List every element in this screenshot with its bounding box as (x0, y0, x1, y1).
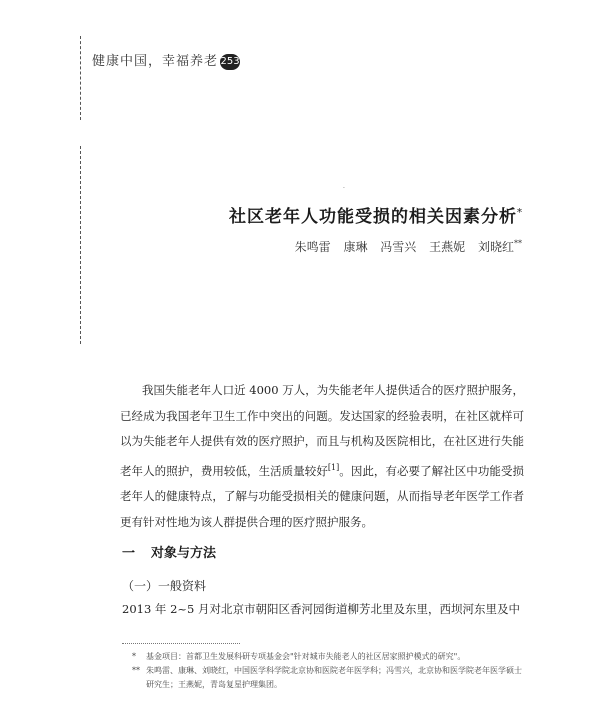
margin-dashed-line-middle (80, 146, 81, 344)
section-title: 对象与方法 (151, 546, 217, 561)
intro-paragraph (120, 378, 524, 535)
author: 康琳 (343, 240, 368, 254)
footnotes (132, 650, 524, 692)
author: 刘晓红 (477, 240, 514, 254)
footnote-text: 朱鸣雷、康琳、刘晓红，中国医学科学院北京协和医院老年医学科；冯雪兴，北京协和医学院老年医学硕士研究生；王燕妮，青岛复星护理集团。 (146, 666, 522, 689)
intro-text-end: 。因此，有必要了解社区中功能受损老年人的健康特点，了解与功能受损相关的健康问题，从而指导老年医学工作者更有针对性地为该人群提供合理的医疗照护服务。 (120, 463, 524, 529)
footnote-mark: * (132, 652, 136, 661)
authors-footnote-mark: ** (514, 239, 522, 248)
section-heading (122, 542, 216, 561)
footnote (132, 650, 524, 664)
author-list (200, 238, 522, 255)
author: 王燕妮 (429, 240, 466, 254)
intro-text: 我国失能老年人口近 4000 万人，为失能老年人提供适合的医疗照护服务，已经成为我国老年卫生工作中突出的问题。发达国家的经验表明，在社区就样可以为失能老年人提供有效的医疗照护，而且与机构及医院相比，在社区进行失能老年人的照护，费用较低，生活质量较好 (120, 383, 524, 478)
footnote-mark: ** (132, 666, 140, 675)
author: 朱鸣雷 (294, 240, 331, 254)
running-head-text: 健康中国，幸福养老 (92, 54, 219, 69)
body-text-line: 2013 年 2~5 月对北京市朝阳区香河园街道柳芳北里及东里，西坝河东里及中 (122, 602, 520, 616)
title-footnote-mark: * (517, 207, 523, 219)
footnote-text: 基金项目：首都卫生发展科研专项基金会"针对城市失能老人的社区居家照护模式的研究"。 (146, 652, 466, 661)
citation-mark: [1] (327, 462, 340, 472)
author: 冯雪兴 (380, 240, 417, 254)
margin-dashed-line-top (80, 36, 81, 120)
section-number: 一 (122, 546, 136, 561)
page-number-badge: 253 (220, 54, 240, 70)
footnote-divider (122, 643, 240, 644)
footnote (132, 664, 524, 692)
article-title (200, 202, 523, 227)
decorative-dot: · (343, 185, 345, 192)
article-title-text: 社区老年人功能受损的相关因素分析 (229, 207, 517, 227)
subsection-heading: （一）一般资料 (122, 579, 207, 593)
running-head (92, 50, 240, 70)
